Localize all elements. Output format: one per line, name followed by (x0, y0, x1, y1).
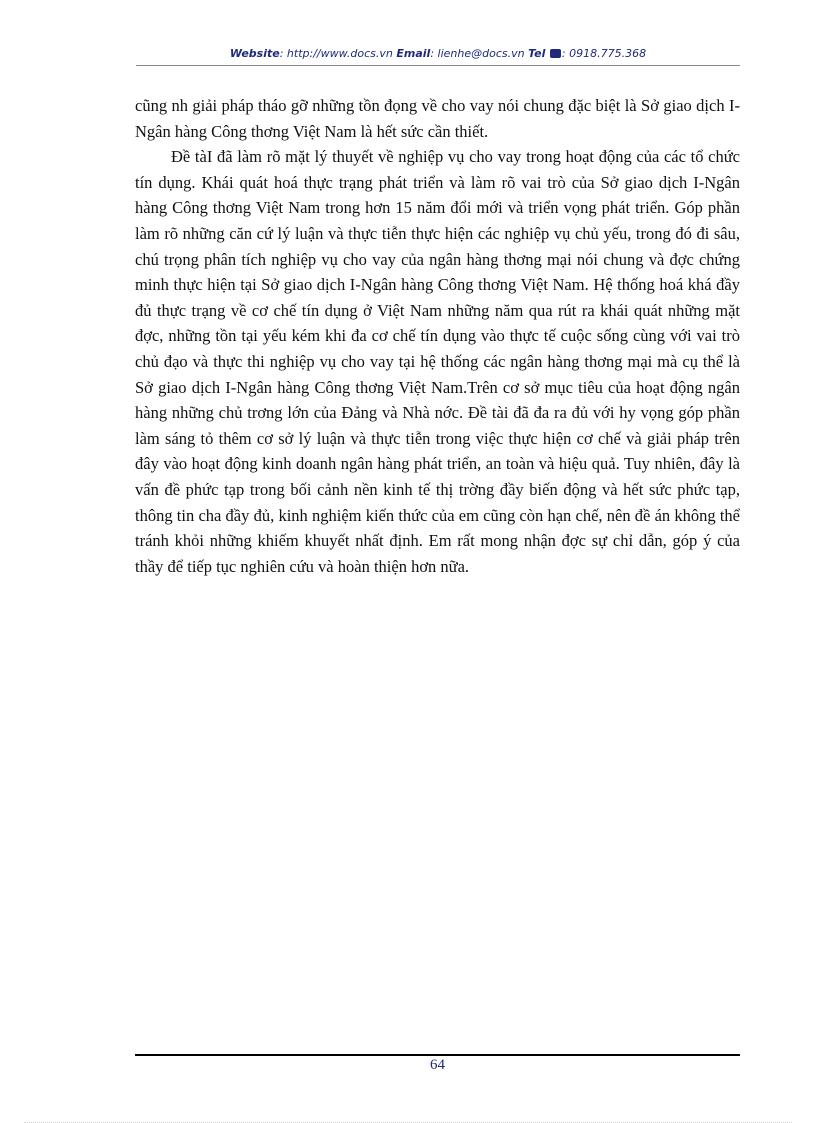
website-value: : http://www.docs.vn (279, 47, 393, 60)
website-label: Website (229, 47, 280, 60)
tel-label: Tel (528, 47, 546, 60)
paragraph-2: Đề tàI đã làm rõ mặt lý thuyết về nghiệp vụ cho vay trong hoạt động của các tổ chức tín dụng. Khái quát hoá thực trạng phát triển và làm rõ vai trò của Sở giao dịch I-Ngân hàng Công thơng Việt Nam trong hơn 15 năm đổi mới và triển vọng phát triển. Góp phần làm rõ những căn cứ lý luận và thực tiễn thực hiện các nghiệp vụ chủ yếu, trong đó đi sâu, chú trọng phân tích nghiệp vụ cho vay của ngân hàng thơng mại nói chung và đợc chứng minh thực hiện tại Sở giao dịch I-Ngân hàng Công thơng Việt Nam. Hệ thống hoá khá đầy đủ thực trạng về cơ chế tín dụng ở Việt Nam những năm qua rút ra khái quát những mặt đợc, những tồn tại yếu kém khi đa cơ chế tín dụng vào thực tế cuộc sống cùng với vai trò chủ đạo và thực thi nghiệp vụ cho vay tại hệ thống các ngân hàng thơng mại mà cụ thể là Sở giao dịch I-Ngân hàng Công thơng Việt Nam.Trên cơ sở mục tiêu của hoạt động ngân hàng những chủ trơng lớn của Đảng và Nhà nớc. Đề tài đã đa ra đủ với hy vọng góp phần làm sáng tỏ thêm cơ sở lý luận và thực tiễn trong việc thực hiện cơ chế và giải pháp trên đây vào hoạt động kinh doanh ngân hàng phát triển, an toàn và hiệu quả. Tuy nhiên, đây là vấn đề phức tạp trong bối cảnh nền kinh tế thị trờng đầy biến động và hết sức phức tạp, thông tin cha đầy đủ, kinh nghiệm kiến thức của em cũng còn hạn chế, nên đề án không thể tránh khỏi những khiếm khuyết nhất định. Em rất mong nhận đợc sự chỉ dẫn, góp ý của thầy để tiếp tục nghiên cứu và hoàn thiện hơn nữa. (135, 147, 740, 576)
email-value: : lienhe@docs.vn (430, 47, 525, 60)
tel-value: : 0918.775.368 (561, 47, 647, 60)
email-label: Email (396, 47, 431, 60)
page-number: 64 (430, 1057, 445, 1073)
footer-divider (135, 1054, 740, 1056)
paragraph-1: cũng nh giải pháp tháo gỡ những tồn đọng về cho vay nói chung đặc biệt là Sở giao dịch I- Ngân hàng Công thơng Việt Nam là hết sức cần thiết. (135, 96, 740, 141)
document-body (135, 93, 740, 579)
page-header (136, 47, 740, 66)
phone-icon (550, 49, 561, 58)
